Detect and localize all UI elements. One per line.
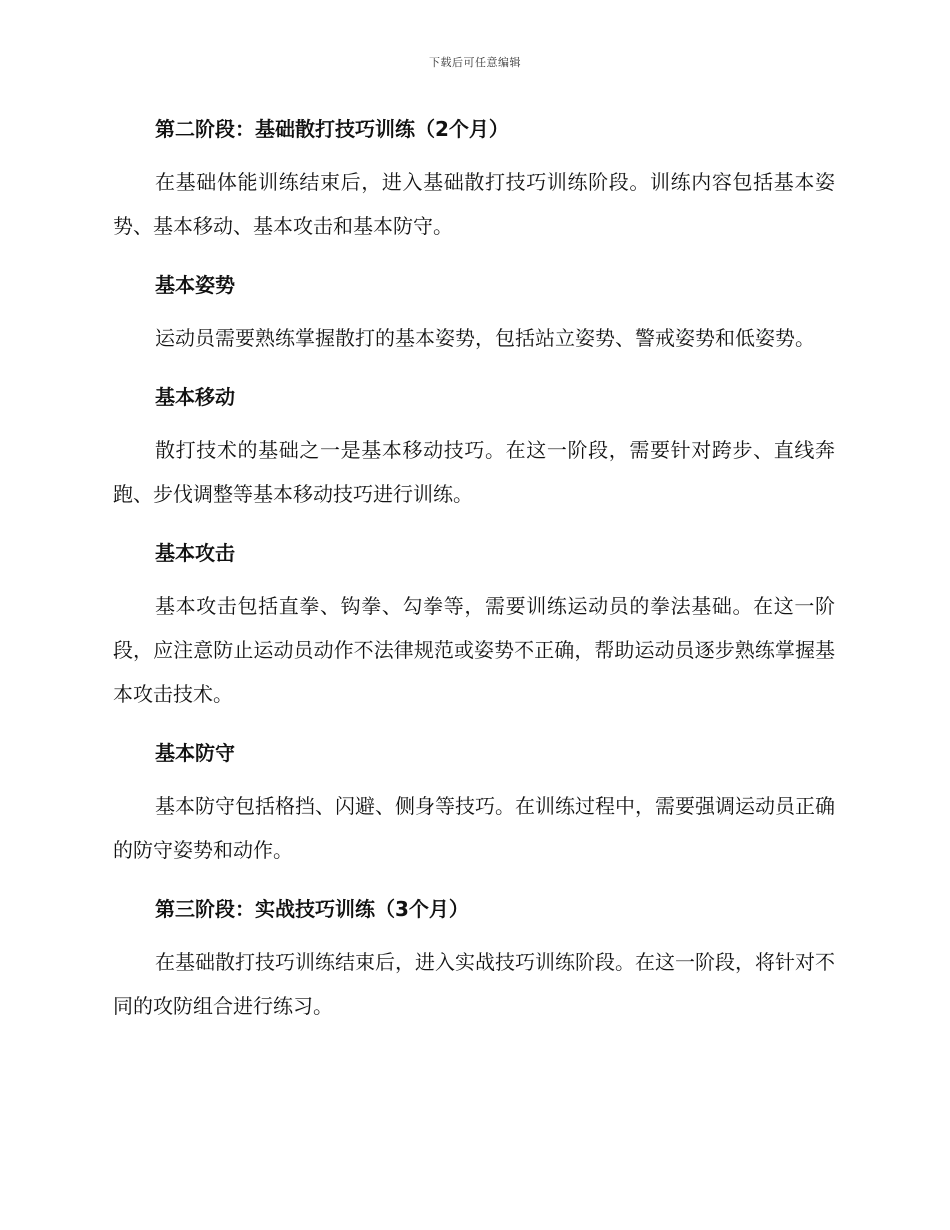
document-body bbox=[113, 112, 835, 1028]
section-heading-stage-three: 第三阶段：实战技巧训练（3个月） bbox=[155, 897, 469, 921]
section-paragraph-stage-three: 在基础散打技巧训练结束后，进入实战技巧训练阶段。在这一阶段，将针对不同的攻防组合进行练习。 bbox=[113, 950, 835, 1018]
section-heading-basic-movement: 基本移动 bbox=[155, 385, 235, 409]
section-paragraph-basic-stance: 运动员需要熟练掌握散打的基本姿势，包括站立姿势、警戒姿势和低姿势。 bbox=[155, 326, 815, 350]
section-paragraph-basic-movement: 散打技术的基础之一是基本移动技巧。在这一阶段，需要针对跨步、直线奔跑、步伐调整等基本移动技巧进行训练。 bbox=[113, 438, 835, 506]
section-heading-basic-defense: 基本防守 bbox=[155, 741, 235, 765]
section-paragraph-basic-defense: 基本防守包括格挡、闪避、侧身等技巧。在训练过程中，需要强调运动员正确的防守姿势和动作。 bbox=[113, 794, 835, 862]
section-heading-stage-two: 第二阶段：基础散打技巧训练（2个月） bbox=[155, 117, 509, 141]
section-paragraph-stage-two: 在基础体能训练结束后，进入基础散打技巧训练阶段。训练内容包括基本姿势、基本移动、基本攻击和基本防守。 bbox=[113, 170, 835, 238]
section-heading-basic-attack: 基本攻击 bbox=[155, 541, 235, 565]
section-heading-basic-stance: 基本姿势 bbox=[155, 273, 235, 297]
section-paragraph-basic-attack: 基本攻击包括直拳、钩拳、勾拳等，需要训练运动员的拳法基础。在这一阶段，应注意防止运动员动作不法律规范或姿势不正确，帮助运动员逐步熟练掌握基本攻击技术。 bbox=[113, 594, 835, 706]
header-note: 下载后可任意编辑 bbox=[429, 56, 521, 69]
